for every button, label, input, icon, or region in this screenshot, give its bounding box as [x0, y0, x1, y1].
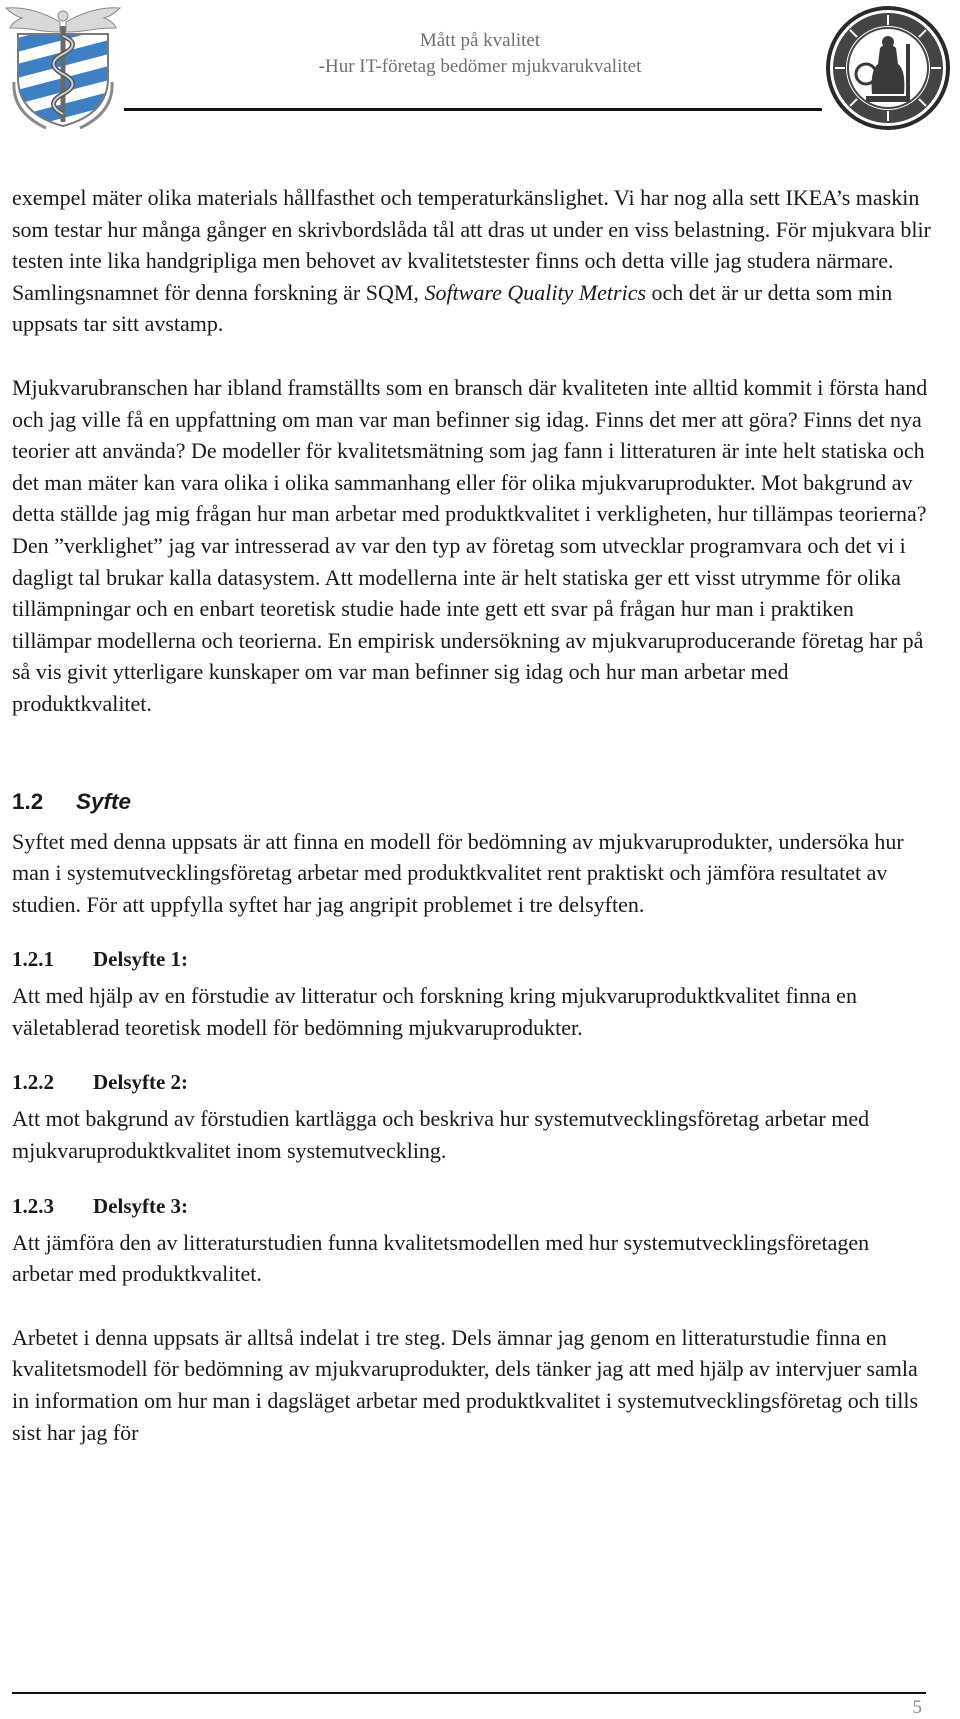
- subsection-title: Delsyfte 3:: [93, 1193, 189, 1218]
- body-paragraph: Mjukvarubranschen har ibland framställts som en bransch där kvaliteten inte alltid kommit i första hand och jag ville få en uppfattning om man var man befinner sig idag. Finns det mer att göra? Finns det nya teorier att använda? De modeller för kvalitetsmätning som jag fann i litteraturen är inte helt statiska och det man mäter kan vara olika i olika sammanhang eller för olika mjukvaruprodukter. Mot bakgrund av detta ställde jag mig frågan hur man arbetar med produktkvalitet i verkligheten, hur tillämpas teorierna? Den ”verklighet” jag var intresserad av var den typ av företag som utvecklar programvara och det vi i dagligt tal brukar kalla datasystem. Att modellerna inte är helt statiska ger ett visst utrymme för olika tillämpningar och en enbart teoretisk studie hade inte gett ett svar på frågan hur man i praktiken tillämpar modellerna och teorierna. En empirisk undersökning av mjukvaruproducerande företag har på så vis givit ytterligare kunskaper om var man befinner sig idag och hur man arbetar med produktkvalitet.: [12, 374, 928, 716]
- footer-rule: [12, 1692, 926, 1694]
- header-rule: [124, 108, 822, 111]
- closing-paragraph: Arbetet i denna uppsats är alltså indelat i tre steg. Dels ämnar jag genom en litteraturstudie finna en kvalitetsmodell för bedömning av mjukvaruprodukter, dels tänker jag att med hjälp av intervjuer samla in information om hur man i dagsläget arbetar med produktkvalitet i systemutvecklingsföretag och tills sist har jag för: [12, 1324, 919, 1445]
- section-paragraph: Syftet med denna uppsats är att finna en modell för bedömning av mjukvaruprodukter, undersöka hur man i systemutvecklingsföretag arbetar med produktkvalitet rent praktiskt och jämföra resultatet av studien. För att uppfylla syftet har jag angripit problemet i tre delsyften.: [12, 828, 904, 917]
- subsection-title: Delsyfte 2:: [93, 1070, 189, 1095]
- subsection-number: 1.2.1: [12, 947, 54, 972]
- page-number: 5: [912, 1697, 922, 1718]
- subsection-paragraph: Att mot bakgrund av förstudien kartlägga och beskriva hur systemutvecklingsföretag arbetar med mjukvaruproduktkvalitet inom systemutveckling.: [12, 1106, 870, 1164]
- subsection-heading: [12, 944, 932, 974]
- section-number: 1.2: [12, 788, 44, 814]
- subsection-heading: [12, 1067, 932, 1097]
- university-seal-logo: [822, 4, 954, 132]
- subsection-heading: [12, 1191, 932, 1221]
- header-title: Mått på kvalitet: [419, 30, 541, 51]
- subsection-number: 1.2.2: [12, 1070, 54, 1095]
- header-subtitle: -Hur IT-företag bedömer mjukvarukvalitet: [318, 56, 642, 77]
- page-content: [12, 182, 932, 1448]
- caduceus-shield-logo: [2, 2, 124, 130]
- body-paragraph: exempel mäter olika materials hållfasthet och temperaturkänslighet. Vi har nog alla sett IKEA’s maskin som testar hur många gånger en skrivbordslåda tål att dras ut under en viss belastning. För mjukvara blir testen inte lika handgripliga men behovet av kvalitetstester finns och detta ville jag studera närmare. Samlingsnamnet för denna forskning är SQM, Software Quality Metrics och det är ur detta som min uppsats tar sitt avstamp.: [12, 185, 931, 337]
- section-heading: [12, 786, 932, 818]
- subsection-number: 1.2.3: [12, 1193, 54, 1218]
- page-header: [0, 0, 960, 120]
- section-title: Syfte: [76, 788, 132, 814]
- emphasis-term: Software Quality Metrics: [424, 279, 647, 305]
- subsection-title: Delsyfte 1:: [93, 947, 189, 972]
- subsection-paragraph: Att jämföra den av litteraturstudien funna kvalitetsmodellen med hur systemutvecklingsföretagen arbetar med produktkvalitet.: [12, 1229, 870, 1287]
- subsection-paragraph: Att med hjälp av en förstudie av litteratur och forskning kring mjukvaruproduktkvalitet finna en väletablerad teoretisk modell för bedömning mjukvaruprodukter.: [12, 983, 857, 1040]
